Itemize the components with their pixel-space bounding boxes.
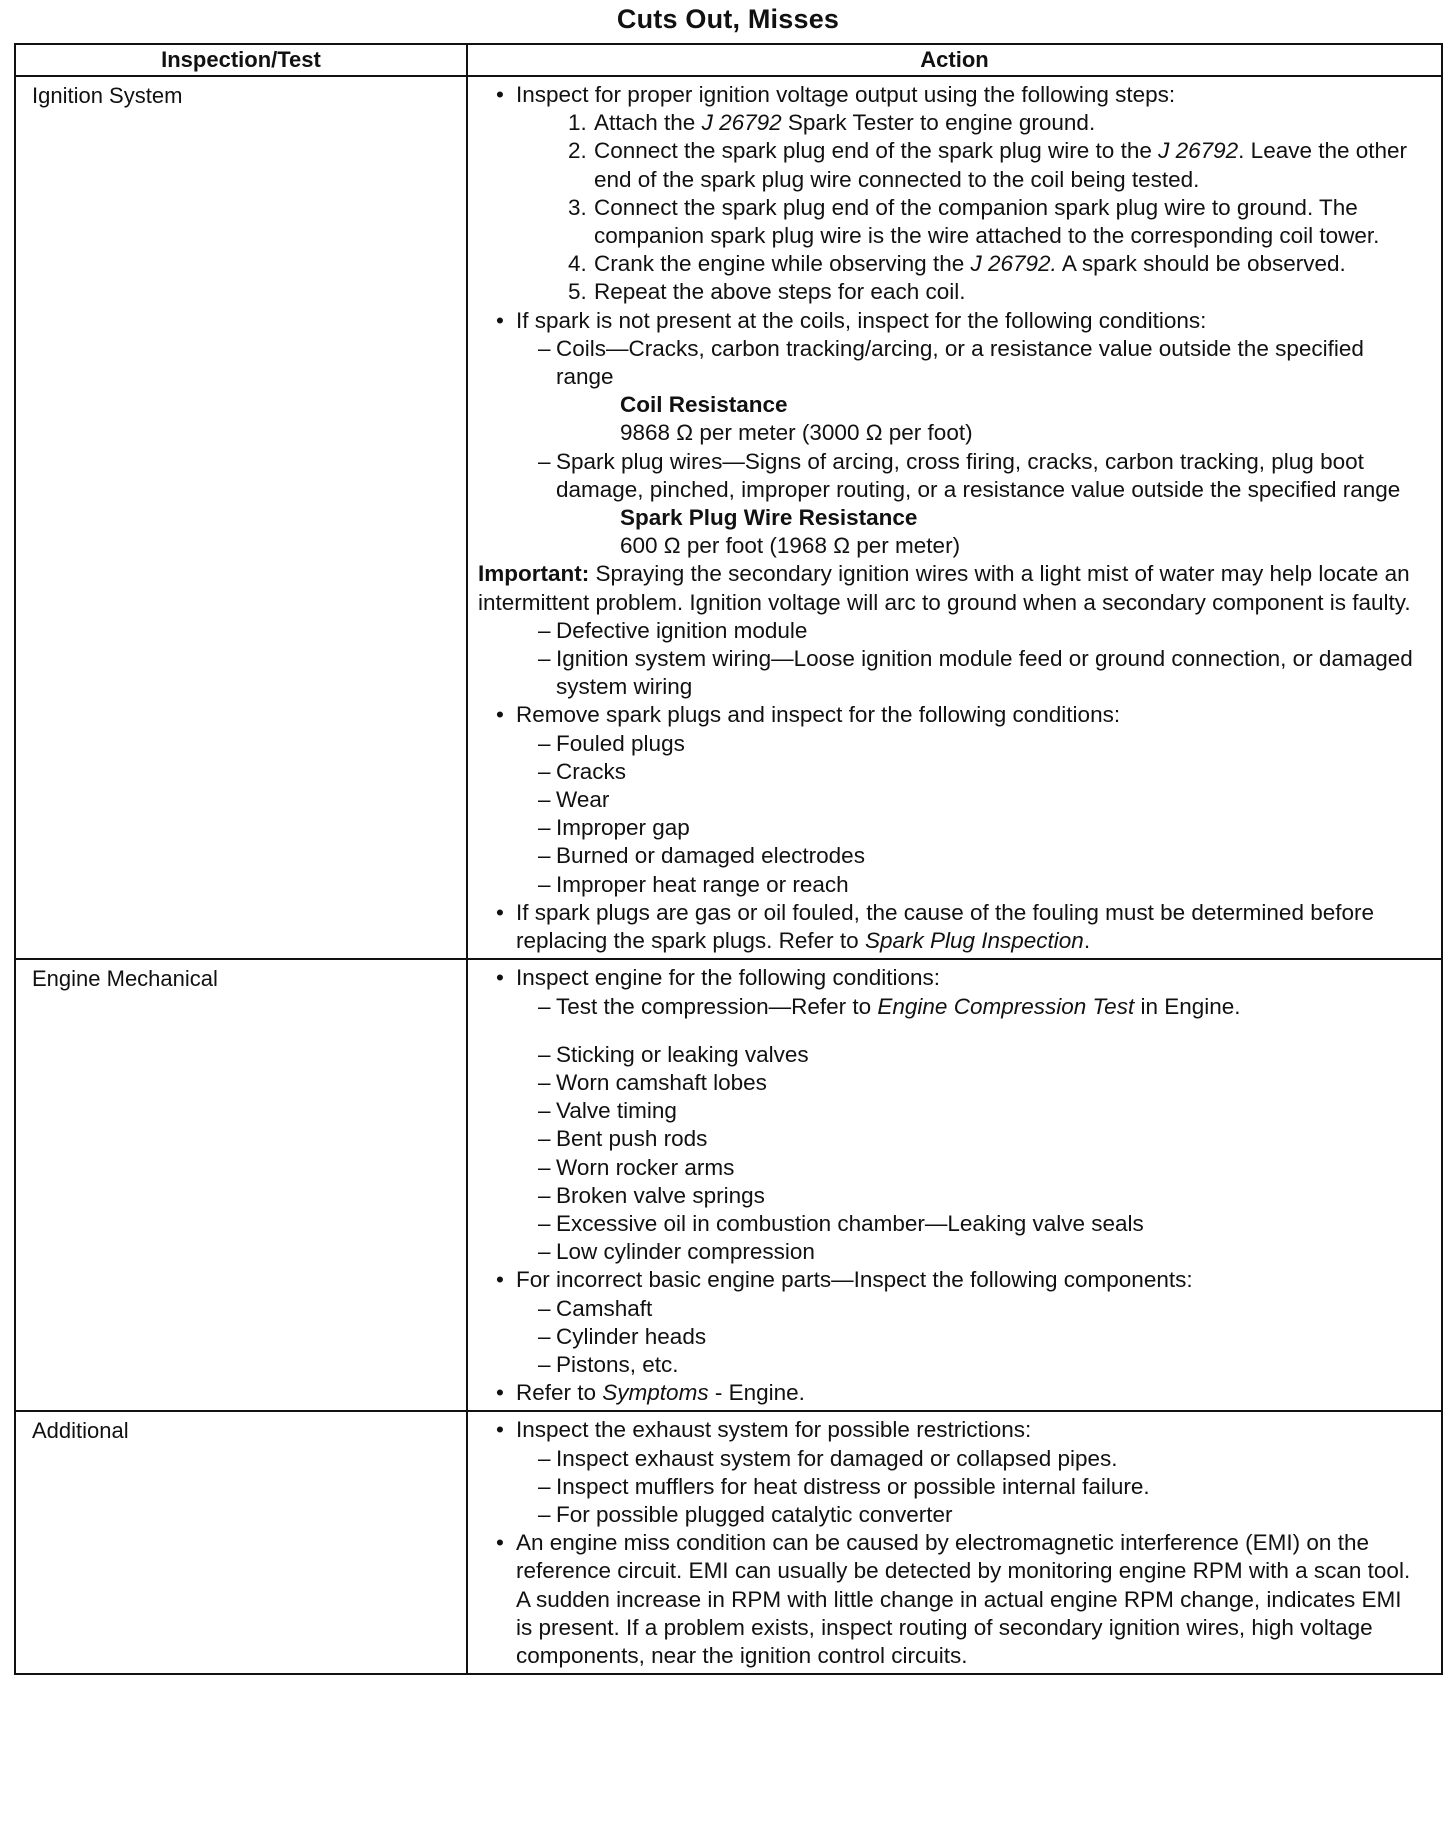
action-cell bbox=[467, 76, 1442, 959]
dash-item: – Inspect mufflers for heat distress or possible internal failure. bbox=[478, 1473, 1423, 1501]
page-title: Cuts Out, Misses bbox=[616, 4, 840, 34]
dash-item: – Worn rocker arms bbox=[478, 1154, 1423, 1182]
step-text: Repeat the above steps for each coil. bbox=[594, 279, 966, 305]
tool-reference: J 26792. bbox=[970, 251, 1057, 277]
numbered-step bbox=[478, 137, 1423, 193]
reference-item bbox=[478, 1379, 1423, 1407]
numbered-step bbox=[478, 278, 1423, 306]
header-inspection-test: Inspection/Test bbox=[15, 44, 467, 76]
reference-link: Symptoms bbox=[602, 1380, 709, 1406]
tool-reference: J 26792 bbox=[701, 110, 782, 136]
numbered-step bbox=[478, 109, 1423, 137]
important-note bbox=[478, 560, 1423, 616]
inspection-test-cell: Engine Mechanical bbox=[15, 959, 467, 1411]
dash-item: – Valve timing bbox=[478, 1097, 1423, 1125]
important-label: Important: bbox=[478, 561, 590, 587]
bullet-item: • Remove spark plugs and inspect for the following conditions: bbox=[478, 701, 1423, 729]
tool-reference: J 26792 bbox=[1158, 138, 1239, 164]
inspection-test-cell: Ignition System bbox=[15, 76, 467, 959]
dash-item: – Worn camshaft lobes bbox=[478, 1069, 1423, 1097]
step-text: Connect the spark plug end of the companion spark plug wire to ground. The companion spark plug wire is the wire attached to the corresponding coil tower. bbox=[594, 194, 1380, 249]
step-text: Attach the bbox=[594, 110, 702, 136]
dash-item: – Wear bbox=[478, 786, 1423, 814]
bullet-item: • Inspect engine for the following conditions: bbox=[478, 964, 1423, 992]
spec-value: 9868 Ω per meter (3000 Ω per foot) bbox=[620, 420, 973, 446]
reference-text: in Engine. bbox=[1134, 993, 1241, 1019]
step-text: A spark should be observed. bbox=[1056, 251, 1346, 277]
spec-value: 600 Ω per foot (1968 Ω per meter) bbox=[620, 533, 961, 559]
table-row bbox=[15, 1411, 1442, 1674]
dash-item: – Improper heat range or reach bbox=[478, 871, 1423, 899]
dash-item: – Cracks bbox=[478, 758, 1423, 786]
reference-link: Spark Plug Inspection bbox=[864, 928, 1084, 954]
bullet-item: • For incorrect basic engine parts—Inspect the following components: bbox=[478, 1266, 1423, 1294]
dash-item: – Low cylinder compression bbox=[478, 1238, 1423, 1266]
dash-item: – Burned or damaged electrodes bbox=[478, 842, 1423, 870]
reference-text: - Engine. bbox=[708, 1380, 805, 1406]
dash-item: – Sticking or leaking valves bbox=[478, 1041, 1423, 1069]
header-action: Action bbox=[467, 44, 1442, 76]
numbered-step bbox=[478, 194, 1423, 250]
table-row bbox=[15, 76, 1442, 959]
reference-text: Test the compression—Refer to bbox=[556, 993, 878, 1019]
dash-item: – Defective ignition module bbox=[478, 617, 1423, 645]
spec-heading: Coil Resistance bbox=[620, 392, 788, 418]
dash-item: – Cylinder heads bbox=[478, 1323, 1423, 1351]
inspection-test-cell: Additional bbox=[15, 1411, 467, 1674]
step-number: 5. bbox=[568, 279, 587, 305]
header-row bbox=[15, 44, 1442, 76]
dash-item: – Improper gap bbox=[478, 814, 1423, 842]
dash-item: – Coils—Cracks, carbon tracking/arcing, or a resistance value outside the specified range bbox=[478, 335, 1423, 391]
dash-item: – For possible plugged catalytic converter bbox=[478, 1501, 1423, 1529]
reference-item bbox=[478, 993, 1423, 1021]
numbered-step bbox=[478, 250, 1423, 278]
bullet-item: • Inspect the exhaust system for possible restrictions: bbox=[478, 1416, 1423, 1444]
reference-text: . bbox=[1083, 928, 1091, 954]
step-text: Crank the engine while observing the bbox=[594, 251, 971, 277]
step-number: 1. bbox=[568, 110, 587, 136]
diagnostic-table bbox=[14, 43, 1443, 1675]
dash-item: – Inspect exhaust system for damaged or collapsed pipes. bbox=[478, 1445, 1423, 1473]
step-number: 3. bbox=[568, 194, 587, 220]
step-text: Spark Tester to engine ground. bbox=[781, 110, 1096, 136]
reference-text: Refer to bbox=[516, 1380, 603, 1406]
step-number: 4. bbox=[568, 251, 587, 277]
reference-item bbox=[478, 899, 1423, 955]
dash-item: – Camshaft bbox=[478, 1295, 1423, 1323]
step-text: . Leave the other end of the spark plug wire connected to the coil being tested. bbox=[594, 138, 1408, 192]
spec-heading: Spark Plug Wire Resistance bbox=[620, 505, 918, 531]
action-cell bbox=[467, 1411, 1442, 1674]
table-row bbox=[15, 959, 1442, 1411]
reference-text: If spark plugs are gas or oil fouled, the cause of the fouling must be determined before replacing the spark plugs. Refer to bbox=[516, 899, 1375, 954]
step-text: Connect the spark plug end of the spark plug wire to the bbox=[594, 138, 1159, 164]
step-number: 2. bbox=[568, 138, 587, 164]
dash-item: – Spark plug wires—Signs of arcing, cross firing, cracks, carbon tracking, plug boot damage, pinched, improper routing, or a resistance value outside the specified range bbox=[478, 448, 1423, 504]
dash-item: – Broken valve springs bbox=[478, 1182, 1423, 1210]
bullet-item: • Inspect for proper ignition voltage output using the following steps: bbox=[478, 81, 1423, 109]
dash-item: – Bent push rods bbox=[478, 1125, 1423, 1153]
dash-item: – Excessive oil in combustion chamber—Leaking valve seals bbox=[478, 1210, 1423, 1238]
bullet-item: • An engine miss condition can be caused by electromagnetic interference (EMI) on the reference circuit. EMI can usually be detected by monitoring engine RPM with a scan tool. A sudden increase in RPM with little change in actual engine RPM change, indicates EMI is present. If a problem exists, inspect routing of secondary ignition wires, high voltage components, near the ignition control circuits. bbox=[478, 1529, 1423, 1670]
important-text: Spraying the secondary ignition wires with a light mist of water may help locate an intermittent problem. Ignition voltage will arc to ground when a secondary component is faulty. bbox=[478, 561, 1411, 615]
spacer bbox=[478, 1021, 1423, 1041]
dash-item: – Pistons, etc. bbox=[478, 1351, 1423, 1379]
dash-item: – Ignition system wiring—Loose ignition module feed or ground connection, or damaged system wiring bbox=[478, 645, 1423, 701]
reference-link: Engine Compression Test bbox=[877, 993, 1135, 1019]
action-cell bbox=[467, 959, 1442, 1411]
bullet-item: • If spark is not present at the coils, inspect for the following conditions: bbox=[478, 307, 1423, 335]
dash-item: – Fouled plugs bbox=[478, 730, 1423, 758]
